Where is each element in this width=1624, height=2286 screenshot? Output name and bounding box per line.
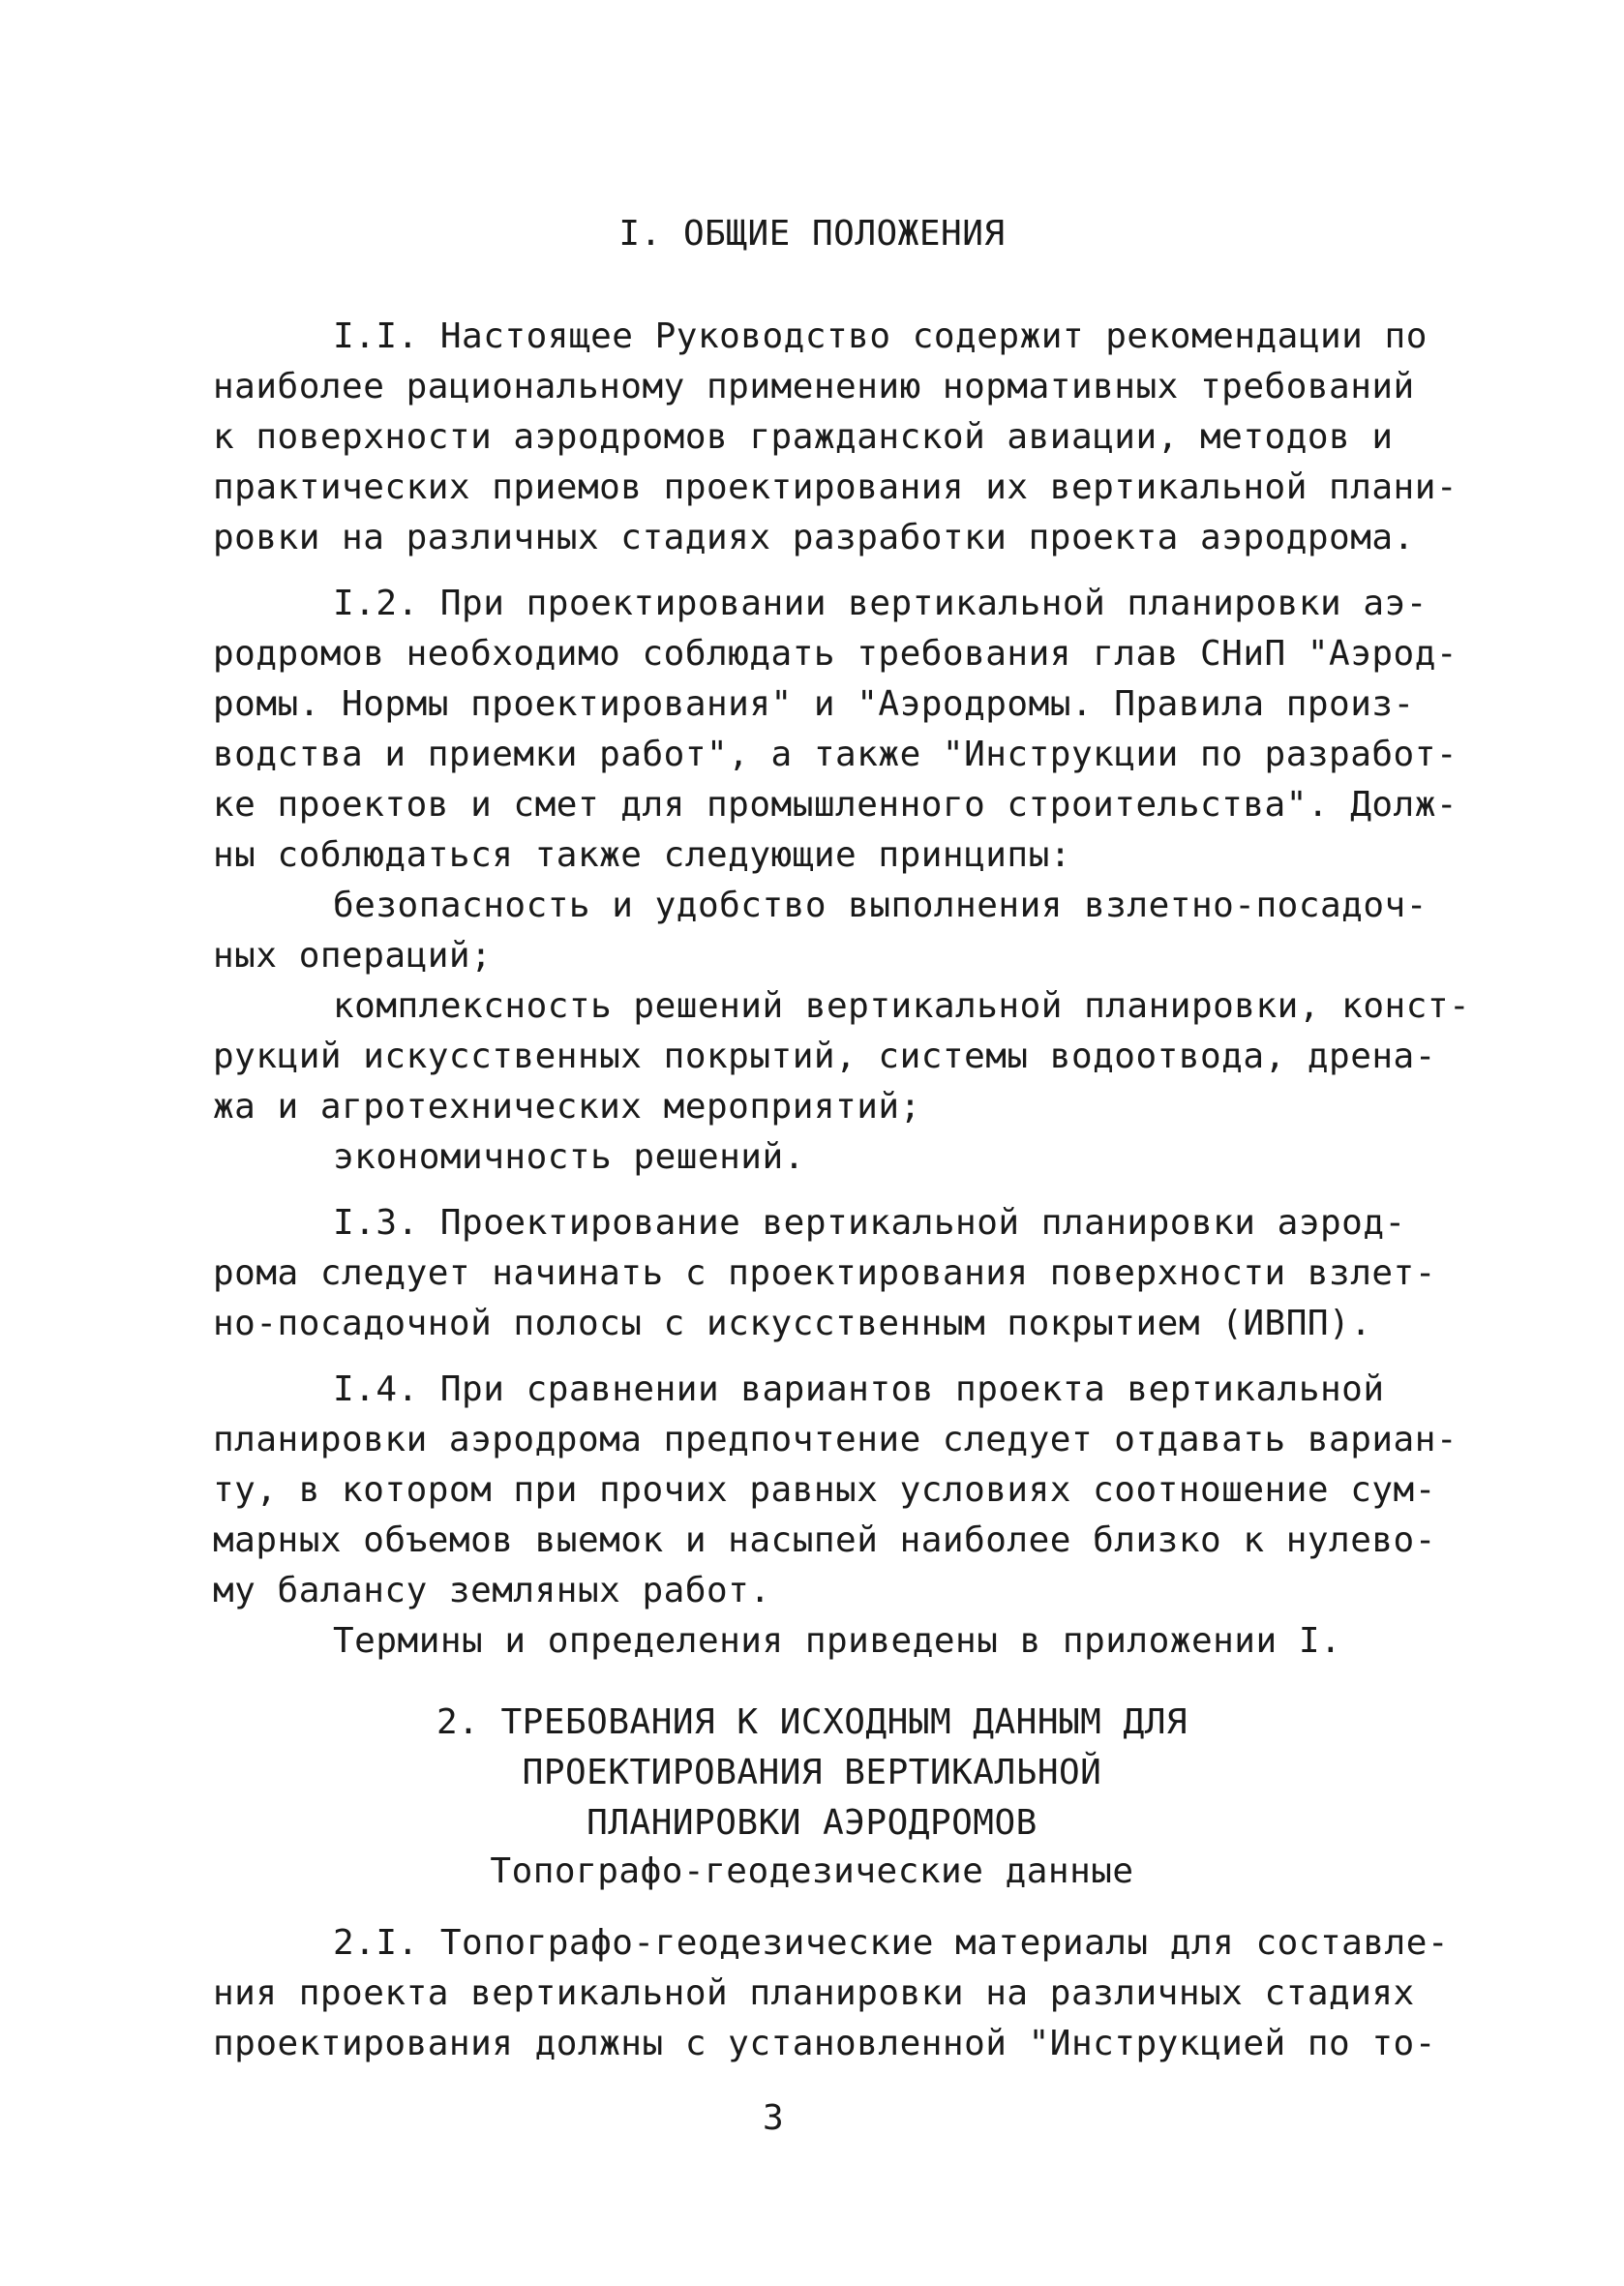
paragraph-1-1-line: к поверхности аэродромов гражданской авиации, методов и — [213, 417, 1394, 457]
section-2-title: ПЛАНИРОВКИ АЭРОДРОМОВ — [586, 1803, 1038, 1843]
principle-line: жа и агротехнических мероприятий; — [213, 1087, 921, 1127]
principle-line: безопасность и удобство выполнения взлетно-посадоч- — [333, 886, 1428, 925]
paragraph-1-1-line: ровки на различных стадиях разработки проекта аэродрома. — [213, 518, 1415, 557]
paragraph-1-4-line: планировки аэродрома предпочтение следует отдавать вариан- — [213, 1420, 1459, 1459]
page-number: 3 — [763, 2098, 785, 2138]
paragraph-1-4-line: му балансу земляных работ. — [213, 1571, 771, 1610]
paragraph-2-1-line: проектирования должны с установленной "Инструкцией по то- — [213, 2024, 1436, 2063]
paragraph-1-3-line: рома следует начинать с проектирования поверхности взлет- — [213, 1253, 1436, 1293]
principle-line: экономичность решений. — [333, 1137, 805, 1177]
section-2-subtitle: Топографо-геодезические данные — [490, 1851, 1134, 1891]
principle-line: рукций искусственных покрытий, системы водоотвода, дрена- — [213, 1037, 1436, 1076]
paragraph-1-2-line: родромов необходимо соблюдать требования глав СНиП "Аэрод- — [213, 634, 1459, 674]
paragraph-1-2-line: водства и приемки работ", а также "Инструкции по разработ- — [213, 735, 1459, 774]
paragraph-1-2-line: ке проектов и смет для промышленного строительства". Долж- — [213, 785, 1459, 825]
paragraph-1-3-line: но-посадочной полосы с искусственным покрытием (ИВПП). — [213, 1304, 1372, 1343]
paragraph-1-2-line: ны соблюдаться также следующие принципы: — [213, 835, 1071, 875]
paragraph-1-4-line: марных объемов выемок и насыпей наиболее близко к нулево- — [213, 1520, 1436, 1560]
section-2-title: 2. ТРЕБОВАНИЯ К ИСХОДНЫМ ДАННЫМ ДЛЯ — [436, 1702, 1188, 1742]
paragraph-1-4-line: ту, в котором при прочих равных условиях соотношение сум- — [213, 1470, 1436, 1510]
paragraph-1-2-line: ромы. Нормы проектирования" и "Аэродромы. Правила произ- — [213, 684, 1415, 724]
paragraph-1-3-line: I.3. Проектирование вертикальной планировки аэрод- — [333, 1203, 1406, 1243]
paragraph-2-1-line: ния проекта вертикальной планировки на различных стадиях — [213, 1973, 1415, 2013]
principle-line: ных операций; — [213, 936, 493, 976]
paragraph-2-1-line: 2.I. Топографо-геодезические материалы для составле- — [333, 1923, 1450, 1963]
paragraph-1-4-line: Термины и определения приведены в приложении I. — [333, 1621, 1342, 1661]
paragraph-1-4-line: I.4. При сравнении вариантов проекта вертикальной — [333, 1369, 1385, 1409]
paragraph-1-2-line: I.2. При проектировании вертикальной планировки аэ- — [333, 584, 1428, 623]
paragraph-1-1-line: наиболее рациональному применению нормативных требований — [213, 367, 1415, 406]
paragraph-1-1-line: I.I. Настоящее Руководство содержит рекомендации по — [333, 316, 1428, 356]
section-1-title: I. ОБЩИЕ ПОЛОЖЕНИЯ — [618, 214, 1006, 254]
principle-line: комплексность решений вертикальной планировки, конст- — [333, 986, 1471, 1026]
paragraph-1-1-line: практических приемов проектирования их вертикальной плани- — [213, 467, 1459, 507]
section-2-title: ПРОЕКТИРОВАНИЯ ВЕРТИКАЛЬНОЙ — [522, 1753, 1102, 1792]
